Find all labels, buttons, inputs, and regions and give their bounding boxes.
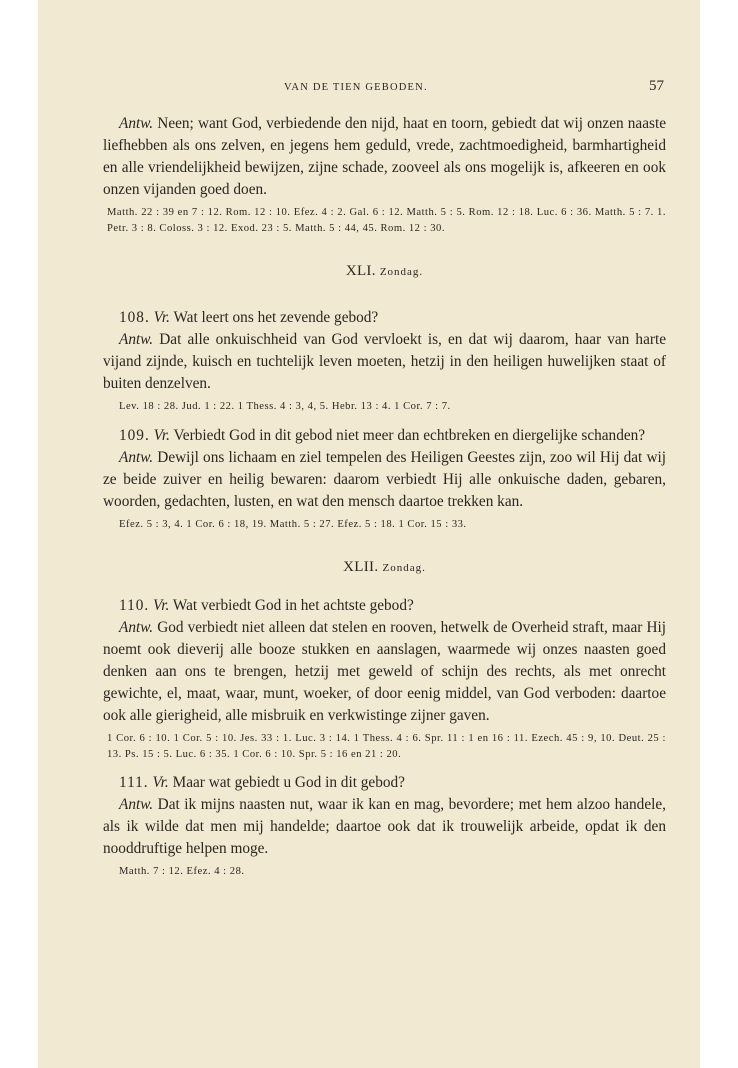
question-label: Vr. xyxy=(152,774,169,791)
question-text: Wat verbiedt God in het achtste gebod? xyxy=(169,597,414,614)
book-page xyxy=(38,0,700,1068)
answer-text: Dat ik mijns naasten nut, waar ik kan en mag, bevordere; met hem alzoo handele, als ik wilde dat men mij handelde; daartoe ook dat ik trouwelijk arbeide, opdat ik den nooddruftige helpen moge. xyxy=(103,796,666,857)
answer-text: Dat alle onkuischheid van God vervloekt is, en dat wij daarom, haar van harte vijand zijnde, kuisch en tuchtelijk leven moeten, hetzij in den heiligen huwelijken staat of buiten denzelven. xyxy=(103,331,666,392)
answer-111 xyxy=(103,794,666,860)
section-heading-xli xyxy=(103,260,666,283)
question-label: Vr. xyxy=(153,309,170,326)
question-number: 109. xyxy=(119,426,150,444)
question-label: Vr. xyxy=(153,597,170,614)
answer-text: Dewijl ons lichaam en ziel tempelen des Heiligen Geestes zijn, zoo wil Hij dat wij ze beide zuiver en heilig bewaren: daarom verbiedt Hij alle onkuische daden, gebaren, woorden, gedachten, lusten, en wat den mensch daartoe trekken kan. xyxy=(103,448,666,510)
question-110 xyxy=(103,595,666,617)
answer-label: Antw. xyxy=(119,331,154,348)
page-header xyxy=(38,78,700,102)
references-40: Matth. 22 : 39 en 7 : 12. Rom. 12 : 10. Efez. 4 : 2. Gal. 6 : 12. Matth. 5 : 5. Rom. 12 : 18. Luc. 6 : 36. Matth. 5 : 7. 1. Petr. 3 : 8. Coloss. 3 : 12. Exod. 23 : 5. Matth. 5 : 44, 45. Rom. 12 : 30. xyxy=(107,207,666,234)
answer-label: Antw. xyxy=(119,115,154,132)
references-108: Lev. 18 : 28. Jud. 1 : 22. 1 Thess. 4 : 3, 4, 5. Hebr. 13 : 4. 1 Cor. 7 : 7. xyxy=(119,401,451,412)
question-111 xyxy=(103,772,666,794)
question-number: 111. xyxy=(119,774,149,791)
section-heading-xlii xyxy=(103,556,666,579)
references-111: Matth. 7 : 12. Efez. 4 : 28. xyxy=(119,866,245,877)
running-title: VAN DE TIEN GEBODEN. xyxy=(284,82,428,93)
question-109 xyxy=(103,425,666,447)
section-numeral: XLI. xyxy=(345,263,376,279)
references-109: Efez. 5 : 3, 4. 1 Cor. 6 : 18, 19. Matth. 5 : 27. Efez. 5 : 18. 1 Cor. 15 : 33. xyxy=(119,518,467,530)
section-numeral: XLII. xyxy=(343,559,379,575)
question-text: Wat leert ons het zevende gebod? xyxy=(169,309,379,326)
answer-109 xyxy=(103,447,666,513)
answer-label: Antw. xyxy=(119,448,154,466)
question-text: Verbiedt God in dit gebod niet meer dan echtbreken en diergelijke schanden? xyxy=(169,426,646,444)
question-number: 108. xyxy=(119,309,150,326)
question-number: 110. xyxy=(119,597,150,614)
question-label: Vr. xyxy=(153,426,170,444)
answer-40 xyxy=(103,113,666,201)
answer-text: Neen; want God, verbiedende den nijd, haat en toorn, gebiedt dat wij onzen naaste liefhebben als ons zelven, en jegens hem geduld, vrede, zachtmoedigheid, barmhartigheid en alle vriendelijkheid bewijzen, zijne schade, zooveel als ons mogelijk is, afkeeren en ook onzen vijanden goed doen. xyxy=(103,115,666,198)
page-body xyxy=(103,113,666,880)
references-110: 1 Cor. 6 : 10. 1 Cor. 5 : 10. Jes. 33 : 1. Luc. 3 : 14. 1 Thess. 4 : 6. Spr. 11 : 1 en 16 : 11. Ezech. 45 : 9, 10. Deut. 25 : 13. Ps. 15 : 5. Luc. 6 : 35. 1 Cor. 6 : 10. Spr. 5 : 16 en 21 : 20. xyxy=(107,733,666,760)
answer-label: Antw. xyxy=(119,796,154,813)
answer-label: Antw. xyxy=(119,619,154,636)
answer-108 xyxy=(103,329,666,395)
section-word: Zondag. xyxy=(382,562,426,574)
answer-110 xyxy=(103,617,666,727)
question-text: Maar wat gebiedt u God in dit gebod? xyxy=(168,774,405,791)
answer-text: God verbiedt niet alleen dat stelen en rooven, hetwelk de Overheid straft, maar Hij noemt ook dieverij alle booze stukken en aanslagen, waarmede wij onzes naasten goed denken aan ons te brengen, hetzij met geweld of schijn des rechts, als met onrecht gewichte, el, maat, waar, munt, woeker, of door eenig middel, van God verboden: daartoe ook alle gierigheid, alle misbruik en verkwistinge zijner gaven. xyxy=(103,619,666,724)
page-number: 57 xyxy=(649,78,664,94)
question-108 xyxy=(103,307,666,329)
section-word: Zondag. xyxy=(379,266,424,278)
